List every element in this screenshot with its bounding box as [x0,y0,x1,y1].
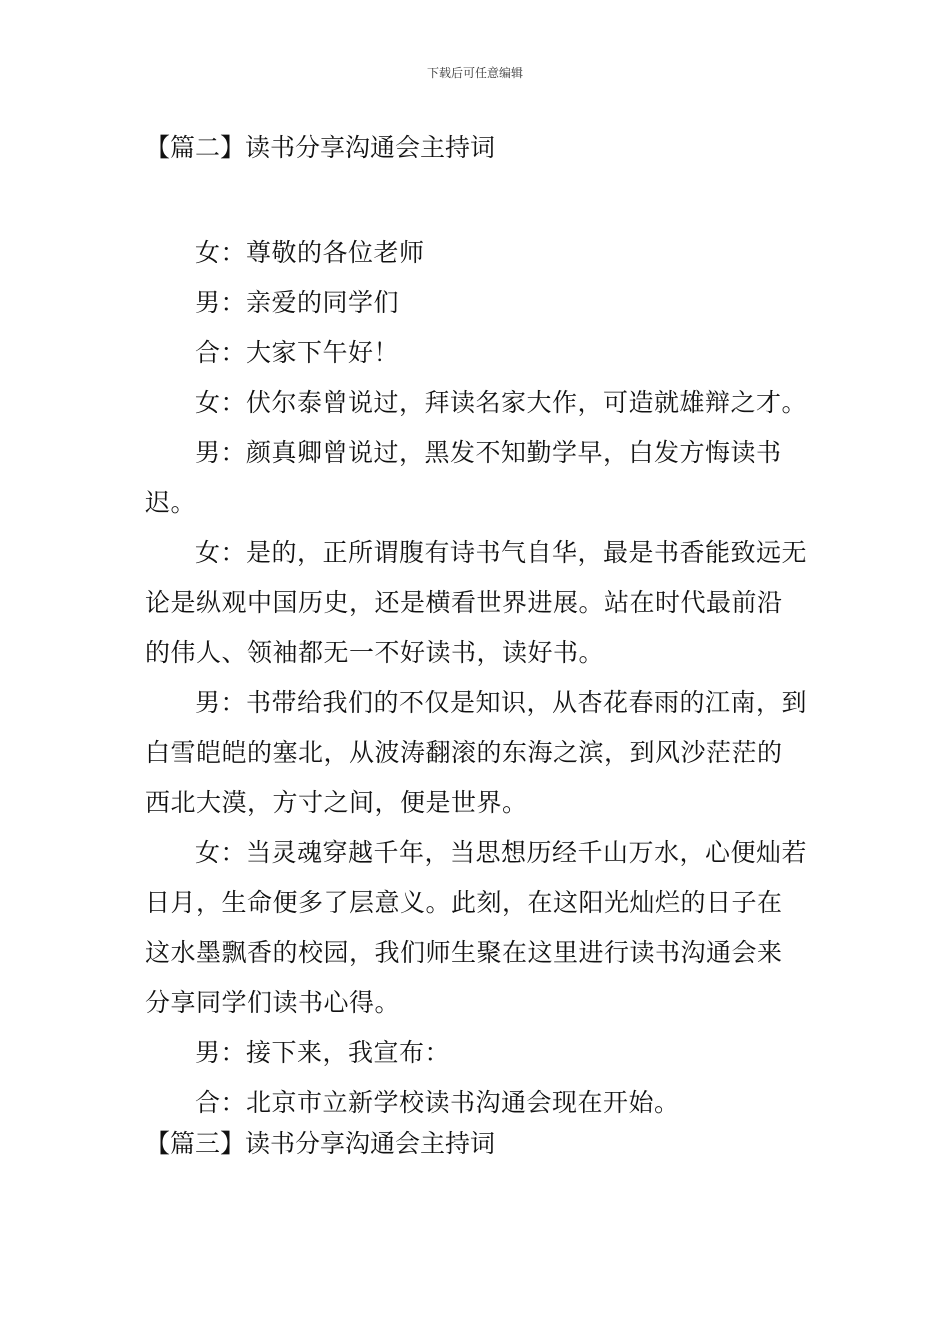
line-female-greeting: 女：尊敬的各位老师 [195,238,425,267]
line-female-voltaire: 女：伏尔泰曾说过，拜读名家大作，可造就雄辩之才。 [195,388,808,417]
script-body [145,228,807,1128]
section-heading-part-3: 【篇三】读书分享沟通会主持词 [145,1129,496,1158]
line-together-start: 合：北京市立新学校读书沟通会现在开始。 [195,1088,680,1117]
section-heading-part-2: 【篇二】读书分享沟通会主持词 [145,133,496,162]
line-male-yan-zhenqing: 男：颜真卿曾说过，黑发不知勤学早，白发方悔读书迟。 [145,438,782,517]
page-header-note: 下载后可任意编辑 [426,66,523,80]
line-male-greeting: 男：亲爱的同学们 [195,288,400,317]
line-female-soul: 女：当灵魂穿越千年，当思想历经千山万水，心便灿若日月，生命便多了层意义。此刻，在这阳光灿烂的日子在这水墨飘香的校园，我们师生聚在这里进行读书沟通会来分享同学们读书心得。 [145,838,808,1017]
line-male-world: 男：书带给我们的不仅是知识，从杏花春雨的江南，到白雪皑皑的塞北，从波涛翻滚的东海之滨，到风沙茫茫的西北大漠，方寸之间，便是世界。 [145,688,808,817]
line-male-announce: 男：接下来，我宣布： [195,1038,451,1067]
line-together-greeting: 合：大家下午好！ [195,338,400,367]
line-female-books: 女：是的，正所谓腹有诗书气自华，最是书香能致远无论是纵观中国历史，还是横看世界进展。站在时代最前沿的伟人、领袖都无一不好读书，读好书。 [145,538,808,667]
